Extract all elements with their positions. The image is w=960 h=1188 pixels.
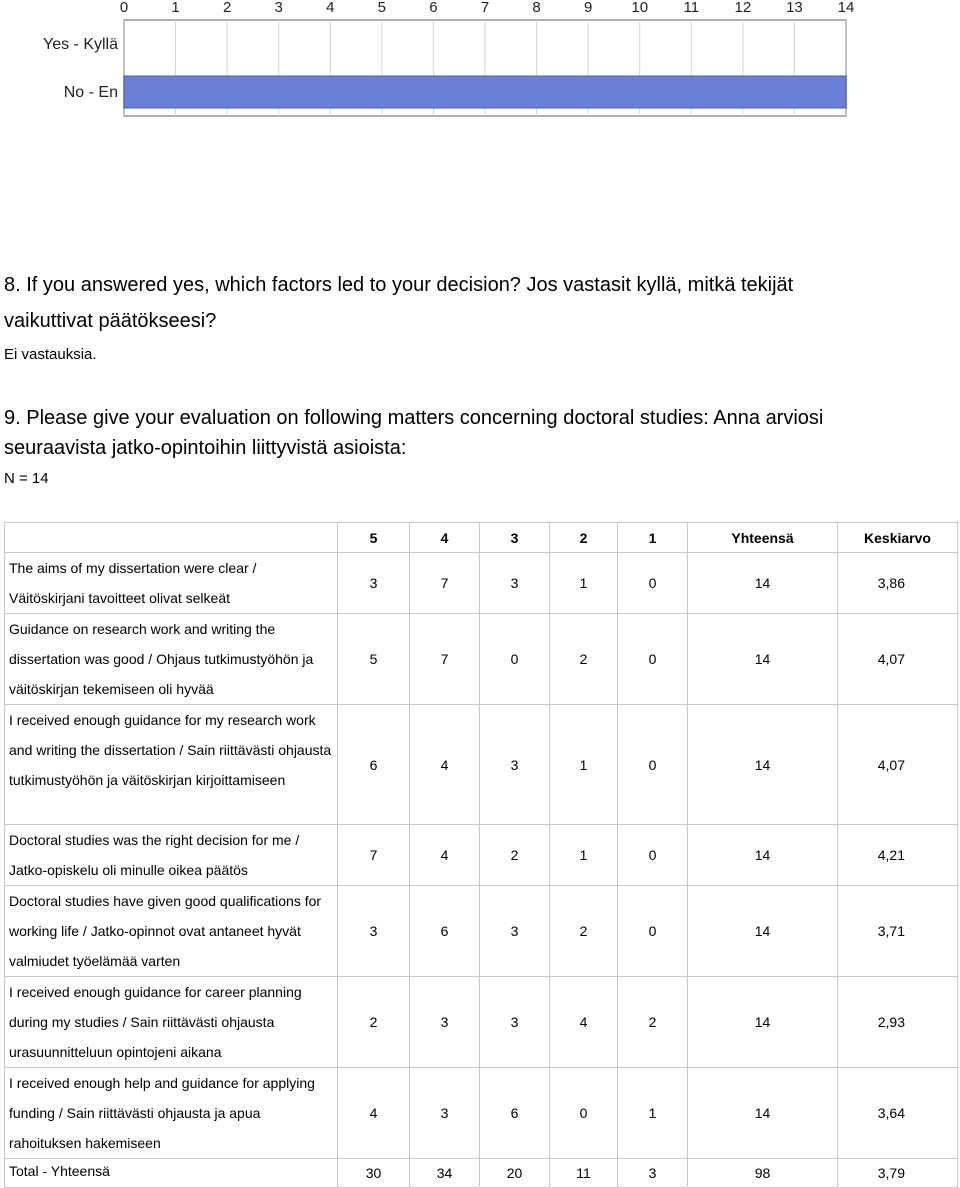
bar-no	[124, 76, 846, 108]
question-8-answer: Ei vastauksia.	[4, 346, 97, 363]
cell-total: 14	[688, 1068, 838, 1159]
cell-5: 6	[338, 705, 410, 825]
cell-2: 0	[550, 1068, 618, 1159]
cell-4: 7	[410, 614, 480, 705]
table-row	[5, 886, 958, 977]
row-label: I received enough help and guidance for applying funding / Sain riittävästi ohjausta ja apua rahoituksen hakemiseen	[5, 1068, 338, 1159]
cell-3: 6	[480, 1068, 550, 1159]
x-tick-label: 9	[583, 0, 593, 16]
cell-5: 30	[338, 1159, 410, 1188]
cell-1: 0	[618, 886, 688, 977]
cell-4: 4	[410, 705, 480, 825]
row-label: The aims of my dissertation were clear / Väitöskirjani tavoitteet olivat selkeät	[5, 553, 338, 614]
x-tick-label: 6	[429, 0, 438, 16]
cell-2: 1	[550, 825, 618, 886]
table-row	[5, 1068, 958, 1159]
x-tick-label: 11	[683, 0, 700, 16]
cell-mean: 3,86	[838, 553, 958, 614]
bar-chart	[0, 0, 960, 130]
x-tick-label: 2	[222, 0, 232, 16]
table-row	[5, 553, 958, 614]
cell-total: 14	[688, 886, 838, 977]
header-total: Yhteensä	[688, 523, 838, 553]
cell-total: 14	[688, 614, 838, 705]
cell-2: 4	[550, 977, 618, 1068]
cell-3: 3	[480, 705, 550, 825]
cell-4: 4	[410, 825, 480, 886]
cell-1: 2	[618, 977, 688, 1068]
cell-5: 2	[338, 977, 410, 1068]
table-total-row	[5, 1159, 958, 1188]
x-tick-label: 0	[119, 0, 129, 16]
cell-total: 14	[688, 705, 838, 825]
table-row	[5, 825, 958, 886]
x-tick-label: 4	[326, 0, 335, 16]
cell-total: 98	[688, 1159, 838, 1188]
cell-3: 3	[480, 977, 550, 1068]
x-tick-label: 13	[786, 0, 803, 16]
cell-2: 11	[550, 1159, 618, 1188]
cell-total: 14	[688, 825, 838, 886]
cell-5: 7	[338, 825, 410, 886]
cell-total: 14	[688, 977, 838, 1068]
cell-1: 0	[618, 614, 688, 705]
x-tick-label: 3	[274, 0, 283, 16]
cell-1: 0	[618, 553, 688, 614]
table-row	[5, 614, 958, 705]
cell-mean: 3,64	[838, 1068, 958, 1159]
cell-4: 3	[410, 977, 480, 1068]
question-9-title-line1: 9. Please give your evaluation on following matters concerning doctoral studies: Anna arviosi	[4, 407, 824, 429]
question-9-title-line2: seuraavista jatko-opintoihin liittyvistä asioista:	[4, 437, 407, 459]
cell-1: 0	[618, 825, 688, 886]
row-label: Doctoral studies was the right decision for me / Jatko-opiskelu oli minulle oikea päätös	[5, 825, 338, 886]
cell-5: 3	[338, 553, 410, 614]
cell-total: 14	[688, 553, 838, 614]
header-mean: Keskiarvo	[838, 523, 958, 553]
cell-4: 7	[410, 553, 480, 614]
cell-3: 2	[480, 825, 550, 886]
cell-mean: 4,21	[838, 825, 958, 886]
cell-4: 6	[410, 886, 480, 977]
row-label: Doctoral studies have given good qualifications for working life / Jatko-opinnot ovat antaneet hyvät valmiudet työelämää varten	[5, 886, 338, 977]
cell-2: 2	[550, 886, 618, 977]
cell-5: 5	[338, 614, 410, 705]
question-8-title-line2: vaikuttivat päätökseesi?	[4, 310, 217, 332]
x-tick-label: 12	[734, 0, 752, 16]
cell-3: 20	[480, 1159, 550, 1188]
header-blank-cell	[5, 523, 338, 553]
cell-mean: 4,07	[838, 705, 958, 825]
cell-4: 34	[410, 1159, 480, 1188]
cell-4: 3	[410, 1068, 480, 1159]
table-row	[5, 977, 958, 1068]
cell-1: 3	[618, 1159, 688, 1188]
cell-5: 3	[338, 886, 410, 977]
cell-2: 1	[550, 705, 618, 825]
x-tick-label: 7	[480, 0, 490, 16]
table-header-row	[5, 523, 958, 553]
cell-5: 4	[338, 1068, 410, 1159]
x-tick-label: 8	[532, 0, 541, 16]
table-row	[5, 705, 958, 825]
cell-1: 0	[618, 705, 688, 825]
results-table	[4, 522, 958, 1188]
x-tick-label: 1	[171, 0, 180, 16]
row-label: I received enough guidance for my research work and writing the dissertation / Sain riittävästi ohjausta tutkimustyöhön ja väitöskirjan kirjoittamiseen	[5, 705, 338, 825]
cell-2: 2	[550, 614, 618, 705]
cell-3: 3	[480, 886, 550, 977]
cell-3: 0	[480, 614, 550, 705]
header-5: 5	[338, 523, 410, 553]
row-label: I received enough guidance for career planning during my studies / Sain riittävästi ohjausta urasuunnitteluun opintojeni aikana	[5, 977, 338, 1068]
x-tick-label: 10	[631, 0, 649, 16]
header-2: 2	[550, 523, 618, 553]
header-4: 4	[410, 523, 480, 553]
cell-1: 1	[618, 1068, 688, 1159]
question-8-title-line1: 8. If you answered yes, which factors led to your decision? Jos vastasit kyllä, mitkä tekijät	[4, 274, 794, 296]
x-tick-label: 14	[837, 0, 855, 16]
cell-3: 3	[480, 553, 550, 614]
cell-mean: 3,79	[838, 1159, 958, 1188]
y-category-label: No - En	[63, 84, 118, 101]
y-category-label: Yes - Kyllä	[43, 36, 118, 53]
header-1: 1	[618, 523, 688, 553]
cell-mean: 2,93	[838, 977, 958, 1068]
question-9-n: N = 14	[4, 470, 49, 487]
cell-mean: 4,07	[838, 614, 958, 705]
header-3: 3	[480, 523, 550, 553]
cell-2: 1	[550, 553, 618, 614]
cell-mean: 3,71	[838, 886, 958, 977]
row-label: Guidance on research work and writing the dissertation was good / Ohjaus tutkimustyöhön ja väitöskirjan tekemiseen oli hyvää	[5, 614, 338, 705]
row-label: Total - Yhteensä	[5, 1159, 338, 1188]
x-tick-label: 5	[377, 0, 387, 16]
